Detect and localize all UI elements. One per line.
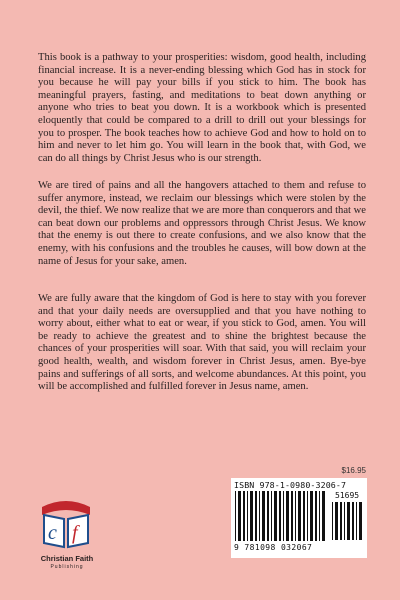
barcode-bar <box>298 491 301 541</box>
barcode-ean-digits: 9 781098 032067 <box>234 543 313 552</box>
barcode-bar <box>283 491 284 541</box>
barcode-bar <box>262 491 265 541</box>
barcode-bar <box>335 502 338 540</box>
barcode-bar <box>310 491 313 541</box>
barcode-bar <box>315 491 317 541</box>
svg-text:c: c <box>48 522 57 544</box>
barcode-bar <box>307 491 308 541</box>
barcode-bar <box>255 491 257 541</box>
description-paragraph-3: We are fully aware that the kingdom of God is here to stay with you forever and that your daily needs are oversupplied and that you have nothing to worry about, either what to eat or wear, if you stick to God, amen. You will be ready to achieve the greatest and to shine the brightest because the chances of your prosperities will soar. With that said, you will reclaim your good health, wealth, and wisdom forever in Christ Jesus, amen. Bye-bye pains and sufferings of all sorts, and welcome abundances. At this point, you will be accomplished and fulfilled forever in Jesus name, amen. <box>38 293 366 393</box>
description-paragraph-1: This book is a pathway to your prosperities: wisdom, good health, including financial increase. It is a never-ending blessing which God has in stock for you because he will pay your bills if you stick to him. The book has meaningful prayers, fasting, and meditations to beat down anything or anyone who tries to beat you down. It is a workbook which is presented eloquently that could be compared to a drill to drill out your blessings for you to prosper. The book teaches how to achieve God and how to hold on to him and never to let him go. You will learn in the book that, with God, we can do all things by Christ Jesus who is our strength. <box>38 52 366 164</box>
barcode-bar <box>319 491 320 541</box>
barcode-bar <box>279 491 281 541</box>
svg-text:f: f <box>72 522 78 544</box>
barcode-bar <box>352 502 354 540</box>
isbn-label: ISBN 978-1-0980-3206-7 <box>234 480 347 490</box>
barcode-main-bars <box>235 491 327 541</box>
publisher-logo <box>34 493 98 555</box>
barcode-bar <box>291 491 293 541</box>
price-label: $16.95 <box>341 466 366 475</box>
barcode-addon-digits: 51695 <box>335 491 360 500</box>
barcode-bar <box>235 491 236 541</box>
barcode-bar <box>347 502 350 540</box>
publisher-name: Christian Faith <box>40 554 94 563</box>
barcode-bar <box>274 491 277 541</box>
barcode-bar <box>295 491 296 541</box>
publisher-tagline: Publishing <box>50 564 84 570</box>
isbn-barcode <box>231 478 367 558</box>
barcode-bar <box>344 502 345 540</box>
barcode-bar <box>332 502 333 540</box>
description-paragraph-2: We are tired of pains and all the hangovers attached to them and refuse to suffer anymore, instead, we reclaim our blessings which were stolen by the devil, the thief. We now realize that we are more than conquerors and that we can beat down our problems and oppressors through Christ Jesus. We know that the enemy is out there to create confusions, and we also know that the enemy, with his confusions and the troubles he causes, will bow down at the name of Jesus for your sake, amen. <box>38 180 366 267</box>
barcode-bar <box>286 491 289 541</box>
barcode-bar <box>356 502 357 540</box>
barcode-bar <box>322 491 325 541</box>
barcode-bar <box>271 491 272 541</box>
barcode-bar <box>359 502 362 540</box>
barcode-bar <box>238 491 241 541</box>
barcode-bar <box>259 491 260 541</box>
barcode-addon-bars <box>332 502 364 540</box>
barcode-bar <box>250 491 253 541</box>
barcode-bar <box>243 491 245 541</box>
barcode-bar <box>303 491 305 541</box>
barcode-bar <box>267 491 269 541</box>
barcode-bar <box>340 502 342 540</box>
barcode-bar <box>247 491 248 541</box>
